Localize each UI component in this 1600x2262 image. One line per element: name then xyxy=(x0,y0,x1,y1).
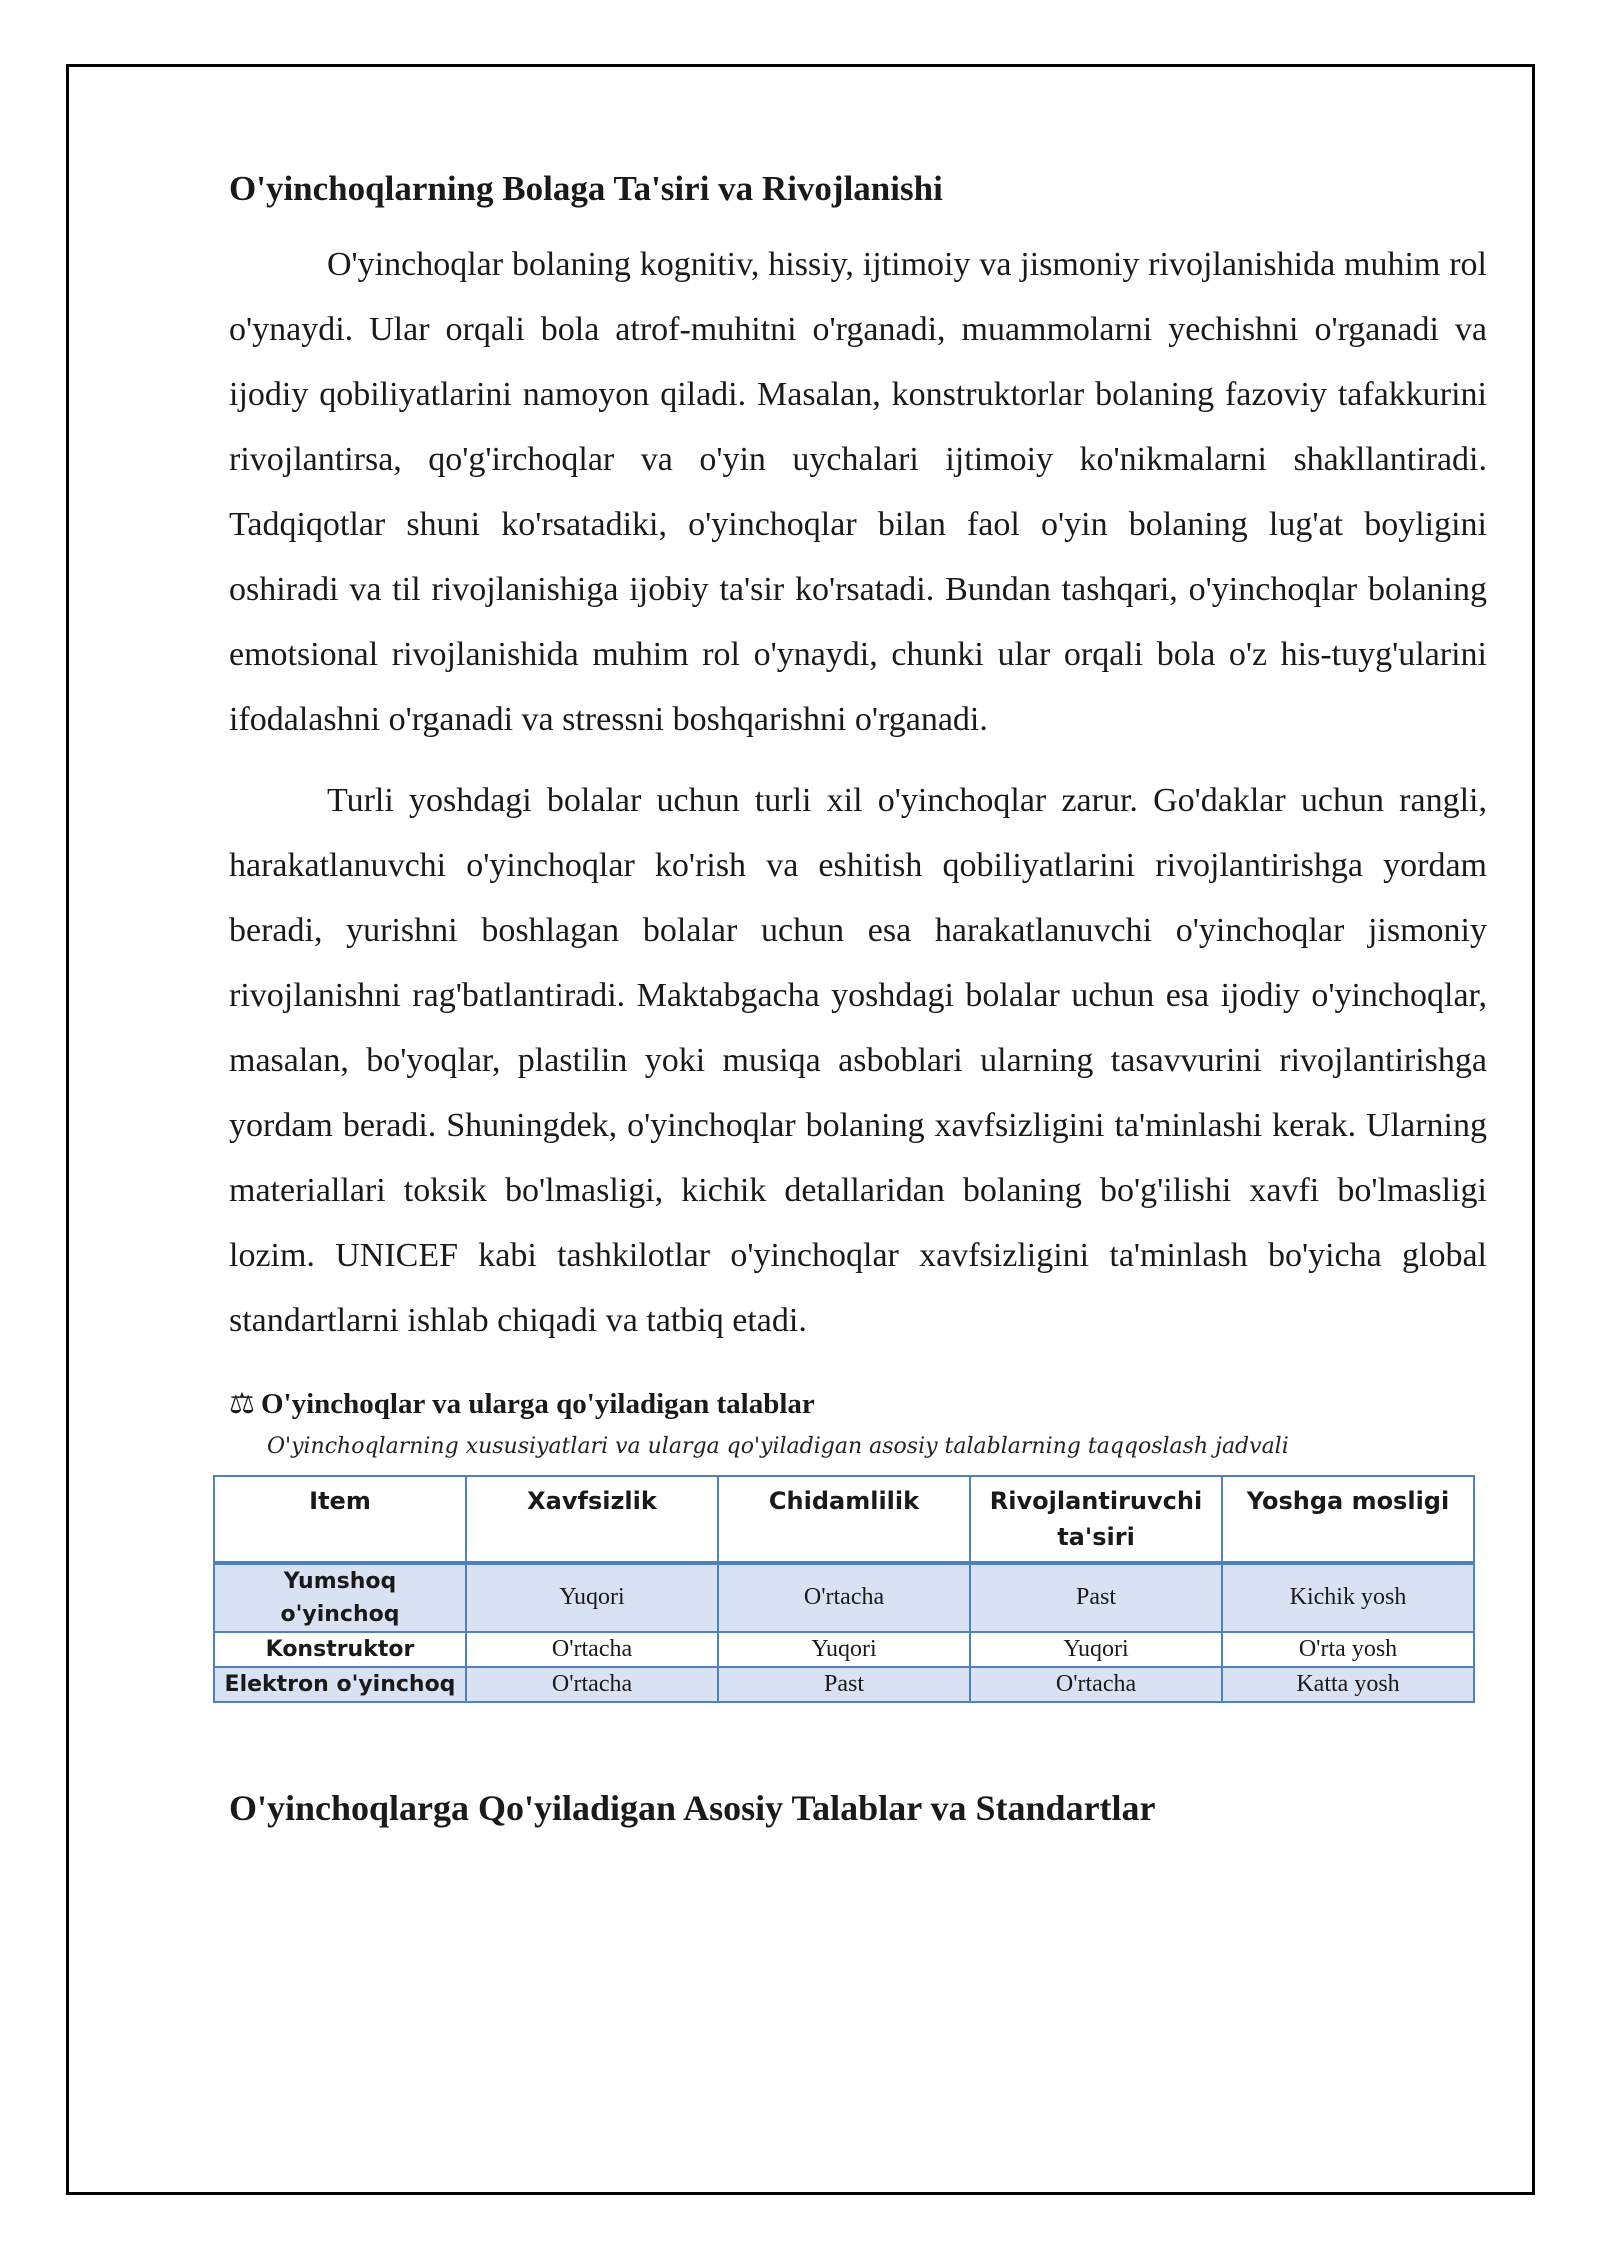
row-header-cell: Konstruktor xyxy=(214,1632,466,1667)
row-header-cell: Yumshoq o'yinchoq xyxy=(214,1563,466,1632)
table-cell: Katta yosh xyxy=(1222,1667,1474,1702)
column-header: Chidamlilik xyxy=(718,1476,970,1563)
table-cell: O'rtacha xyxy=(718,1563,970,1632)
column-header: Rivojlantiruvchi ta'siri xyxy=(970,1476,1222,1563)
table-cell: Kichik yosh xyxy=(1222,1563,1474,1632)
column-header: Item xyxy=(214,1476,466,1563)
column-header: Xavfsizlik xyxy=(466,1476,718,1563)
table-heading-text: O'yinchoqlar va ularga qo'yiladigan talablar xyxy=(261,1388,815,1420)
next-section-title: O'yinchoqlarga Qo'yiladigan Asosiy Talablar va Standartlar xyxy=(229,1787,1156,1828)
table-cell: Past xyxy=(718,1667,970,1702)
table-heading xyxy=(229,1387,1487,1422)
column-header: Yoshga mosligi xyxy=(1222,1476,1474,1563)
table-cell: O'rtacha xyxy=(466,1632,718,1667)
table-cell: Yuqori xyxy=(718,1632,970,1667)
table-cell: O'rta yosh xyxy=(1222,1632,1474,1667)
table-cell: O'rtacha xyxy=(466,1667,718,1702)
table-row xyxy=(214,1632,1474,1667)
paragraph-2: Turli yoshdagi bolalar uchun turli xil o'yinchoqlar zarur. Go'daklar uchun rangli, harakatlanuvchi o'yinchoqlar ko'rish va eshitish qobiliyatlarini rivojlantirishga yordam beradi, yurishni boshlagan bolalar uchun esa harakatlanuvchi o'yinchoqlar jismoniy rivojlanishni rag'batlantiradi. Maktabgacha yoshdagi bolalar uchun esa ijodiy o'yinchoqlar, masalan, bo'yoqlar, plastilin yoki musiqa asboblari ularning tasavvurini rivojlantirishga yordam beradi. Shuningdek, o'yinchoqlar bolaning xavfsizligini ta'minlashi kerak. Ularning materiallari toksik bo'lmasligi, kichik detallaridan bolaning bo'g'ilishi xavfi bo'lmasligi lozim. UNICEF kabi tashkilotlar o'yinchoqlar xavfsizligini ta'minlash bo'yicha global standartlarni ishlab chiqadi va tatbiq etadi. xyxy=(229,782,1487,1339)
paragraph-1: O'yinchoqlar bolaning kognitiv, hissiy, ijtimoiy va jismoniy rivojlanishida muhim rol o'ynaydi. Ular orqali bola atrof-muhitni o'rganadi, muammolarni yechishni o'rganadi va ijodiy qobiliyatlarini namoyon qiladi. Masalan, konstruktorlar bolaning fazoviy tafakkurini rivojlantirsa, qo'g'irchoqlar va o'yin uychalari ijtimoiy ko'nikmalarni shakllantiradi. Tadqiqotlar shuni ko'rsatadiki, o'yinchoqlar bilan faol o'yin bolaning lug'at boyligini oshiradi va til rivojlanishiga ijobiy ta'sir ko'rsatadi. Bundan tashqari, o'yinchoqlar bolaning emotsional rivojlanishida muhim rol o'ynaydi, chunki ular orqali bola o'z his-tuyg'ularini ifodalashni o'rganadi va stressni boshqarishni o'rganadi. xyxy=(229,246,1487,738)
table-row xyxy=(214,1667,1474,1702)
row-header-cell: Elektron o'yinchoq xyxy=(214,1667,466,1702)
table-row xyxy=(214,1563,1474,1632)
section-title: O'yinchoqlarning Bolaga Ta'siri va Rivojlanishi xyxy=(229,169,943,208)
document-content xyxy=(224,168,1487,1829)
scale-icon: ⚖ xyxy=(229,1388,255,1420)
table-cell: Yuqori xyxy=(466,1563,718,1632)
table-caption: O'yinchoqlarning xususiyatlari va ularga qo'yiladigan asosiy talablarning taqqoslash jadvali xyxy=(267,1433,1289,1459)
table-cell: O'rtacha xyxy=(970,1667,1222,1702)
comparison-table xyxy=(213,1475,1475,1703)
table-cell: Yuqori xyxy=(970,1632,1222,1667)
table-header-row xyxy=(214,1476,1474,1563)
table-cell: Past xyxy=(970,1563,1222,1632)
